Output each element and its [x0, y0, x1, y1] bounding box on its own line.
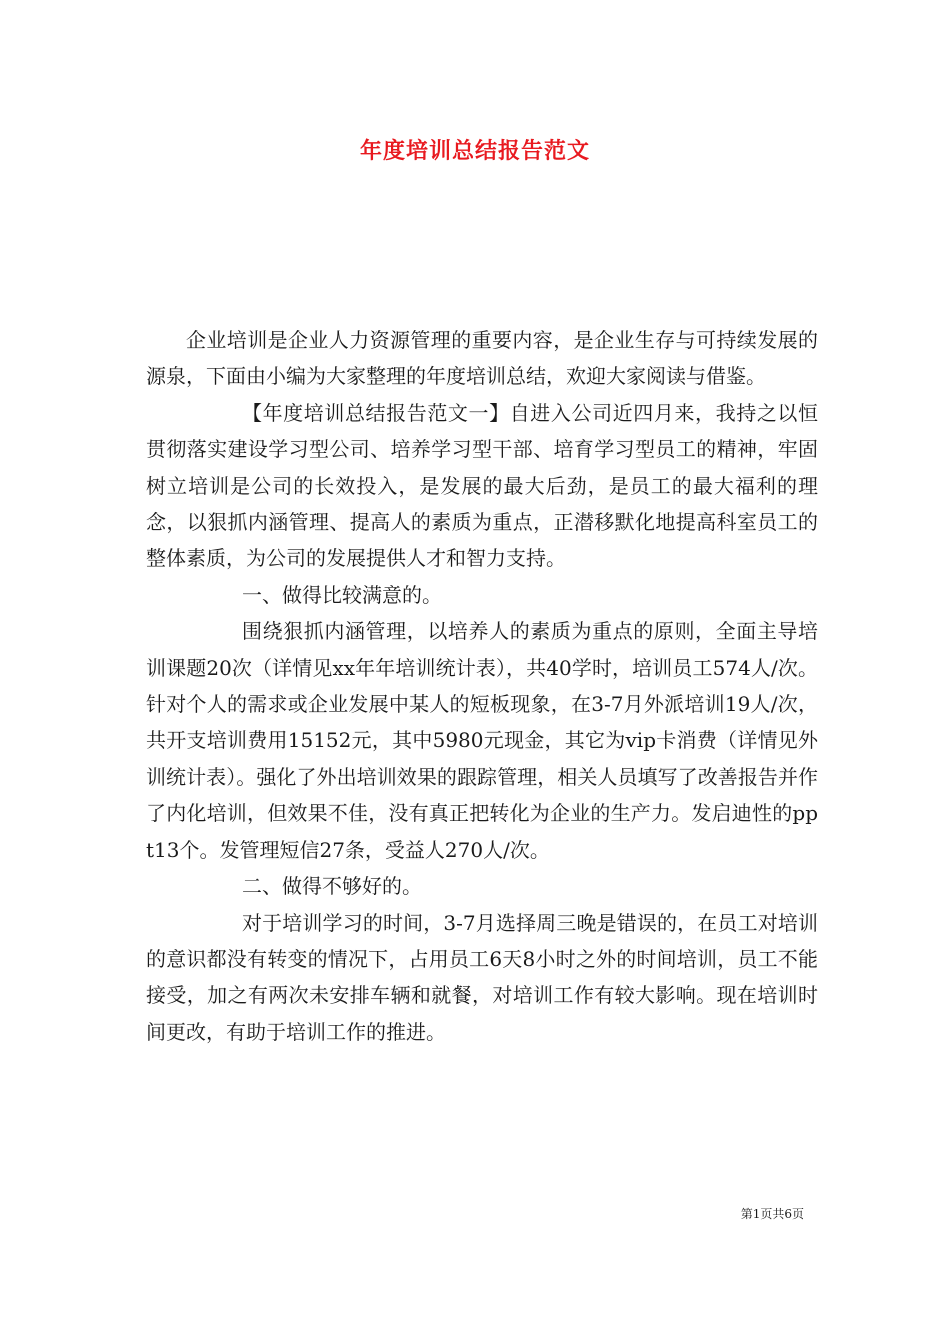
intro-paragraph: 企业培训是企业人力资源管理的重要内容，是企业生存与可持续发展的源泉，下面由小编为大家整理的年度培训总结，欢迎大家阅读与借鉴。	[146, 328, 818, 389]
section-heading-satisfied: 一、做得比较满意的。	[242, 582, 442, 607]
document-body	[146, 322, 818, 1050]
not-good-paragraph: 对于培训学习的时间，3-7月选择周三晚是错误的，在员工对培训的意识都没有转变的情况下，占用员工6天8小时之外的时间培训，员工不能接受，加之有两次未安排车辆和就餐，对培训工作有较大影响。现在培训时间更改，有助于培训工作的推进。	[146, 910, 818, 1044]
page-footer: 第1页共6页	[740, 1207, 804, 1221]
sample-one-paragraph: 【年度培训总结报告范文一】自进入公司近四月来，我持之以恒贯彻落实建设学习型公司、培养学习型干部、培育学习型员工的精神，牢固树立培训是公司的长效投入，是发展的最大后劲，是员工的最大福利的理念，以狠抓内涵管理、提高人的素质为重点，正潜移默化地提高科室员工的整体素质，为公司的发展提供人才和智力支持。	[146, 400, 818, 571]
document-title: 年度培训总结报告范文	[359, 139, 590, 164]
section-heading-not-good: 二、做得不够好的。	[242, 874, 422, 899]
satisfied-paragraph: 围绕狠抓内涵管理，以培养人的素质为重点的原则，全面主导培训课题20次（详情见xx年年培训统计表），共40学时，培训员工574人/次。针对个人的需求或企业发展中某人的短板现象，在3-7月外派培训19人/次，共开支培训费用15152元，其中5980元现金，其它为vip卡消费（详情见外训统计表）。强化了外出培训效果的跟踪管理，相关人员填写了改善报告并作了内化培训，但效果不佳，没有真正把转化为企业的生产力。发启迪性的ppt13个。发管理短信27条，受益人270人/次。	[146, 619, 818, 862]
